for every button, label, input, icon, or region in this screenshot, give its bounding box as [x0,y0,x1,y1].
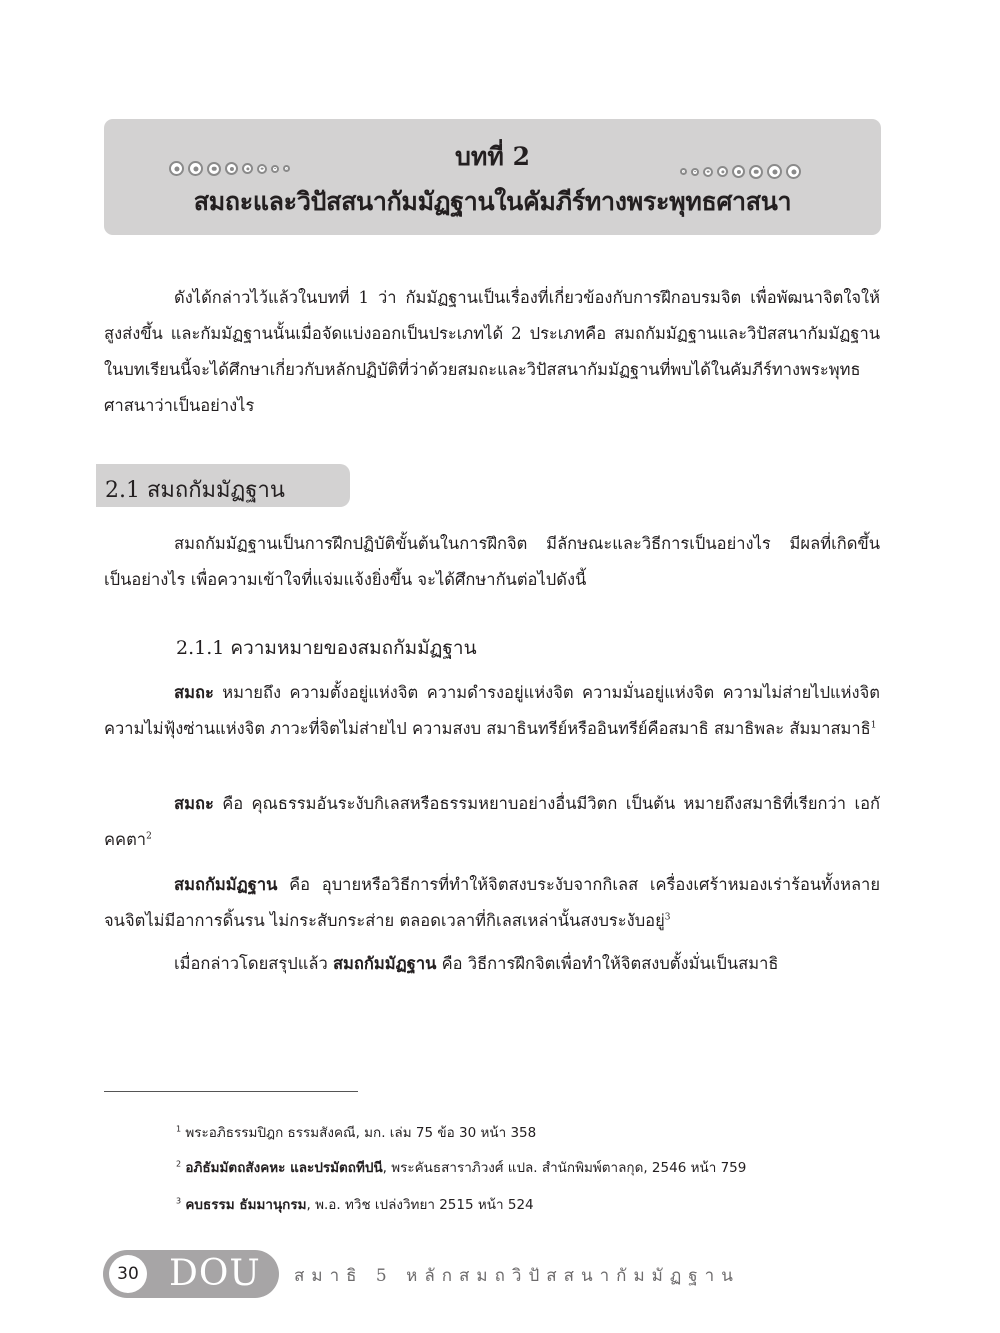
definition-paragraph [104,675,880,747]
footnote-ref: 1 [870,720,877,731]
definition-paragraph [104,867,880,939]
footer-badge [103,1250,279,1298]
definition-paragraph [104,786,880,858]
footnote-number: 1 [176,1124,182,1134]
definition-term: สมถะ [174,683,214,702]
intro-paragraph-text: ดังได้กล่าวไว้แล้วในบทที่ 1 ว่า กัมมัฏฐานเป็นเรื่องที่เกี่ยวข้องกับการฝึกอบรมจิต เพื่อพัฒนาจิตใจให้สูงส่งขึ้น และกัมมัฏฐานนั้นเมื่อจัดแบ่งออกเป็นประเภทได้ 2 ประเภทคือ สมถกัมมัฏฐานและวิปัสสนากัมมัฏฐาน ในบทเรียนนี้จะได้ศึกษาเกี่ยวกับหลักปฏิบัติที่ว่าด้วยสมถะและวิปัสสนากัมมัฏฐานที่พบได้ในคัมภีร์ทางพระพุทธศาสนาว่าเป็นอย่างไร [104,288,880,415]
definition-term: สมถกัมมัฏฐาน [174,875,278,894]
definition-text: คือ อุบายหรือวิธีการที่ทำให้จิตสงบระงับจากกิเลส เครื่องเศร้าหมองเร่าร้อนทั้งหลายจนจิตไม่มีอาการดิ้นรน ไม่กระสับกระส่าย ตลอดเวลาที่กิเลสเหล่านั้นสงบระงับอยู่ [104,875,880,930]
definition-term: สมถะ [174,794,214,813]
footnote [176,1193,534,1215]
section-heading: 2.1 สมถกัมมัฏฐาน [105,478,285,503]
footnote-divider [104,1091,358,1092]
footnote-number: 2 [176,1159,182,1169]
footnote-bold-title: อภิธัมมัตถสังคหะ และปรมัตถทีปนี [185,1160,383,1176]
definition-text: หมายถึง ความตั้งอยู่แห่งจิต ความดำรงอยู่แห่งจิต ความมั่นอยู่แห่งจิต ความไม่ส่ายไปแห่งจิต ความไม่ฟุ้งซ่านแห่งจิต ภาวะที่จิตไม่ส่ายไป ความสงบ สมาธินทรีย์หรืออินทรีย์คือสมาธิ สมาธิพละ สัมมาสมาธิ [104,683,880,738]
summary-term: สมถกัมมัฏฐาน [332,954,437,973]
subsection-heading: 2.1.1 ความหมายของสมถกัมมัฏฐาน [176,637,477,659]
section-intro-paragraph [104,526,880,598]
chapter-banner [104,119,881,235]
section-heading-tab [96,464,350,507]
footnote-text: , พระคันธสาราภิวงศ์ แปล. สำนักพิมพ์ตาลกุด, 2546 หน้า 759 [382,1160,747,1176]
definition-text: คือ คุณธรรมอันระงับกิเลสหรือธรรมหยาบอย่างอื่นมีวิตก เป็นต้น หมายถึงสมาธิที่เรียกว่า เอกัคคตา [104,794,880,849]
footnote-bold-title: คบธรรม ธัมมานุกรม [185,1197,307,1213]
section-intro-text: สมถกัมมัฏฐานเป็นการฝึกปฏิบัติขั้นต้นในการฝึกจิต มีลักษณะและวิธีการเป็นอย่างไร มีผลที่เกิดขึ้นเป็นอย่างไร เพื่อความเข้าใจที่แจ่มแจ้งยิ่งขึ้น จะได้ศึกษากันต่อไปดังนี้ [104,534,880,589]
footnote-number: 3 [176,1196,182,1206]
summary-text-after: คือ วิธีการฝึกจิตเพื่อทำให้จิตสงบตั้งมั่นเป็นสมาธิ [436,954,779,973]
footnote [176,1121,536,1143]
dou-logo: DOU [169,1253,261,1294]
chapter-title: สมถะและวิปัสสนากัมมัฏฐานในคัมภีร์ทางพระพุทธศาสนา [193,187,792,216]
footnote [176,1156,746,1178]
running-title: สมาธิ 5 หลักสมถวิปัสสนากัมมัฏฐาน [294,1266,740,1286]
page-number: 30 [109,1255,147,1293]
decorative-dots-right [680,164,801,179]
chapter-number: บทที่ 2 [455,142,530,171]
footnote-text: พระอภิธรรมปิฎก ธรรมสังคณี, มก. เล่ม 75 ข้อ 30 หน้า 358 [185,1125,537,1141]
footnote-text: , พ.อ. ทวิช เปล่งวิทยา 2515 หน้า 524 [306,1197,534,1213]
summary-paragraph [104,946,880,982]
footnote-ref: 2 [146,831,152,842]
footnote-ref: 3 [664,912,671,923]
intro-paragraph [104,280,880,424]
summary-text-before: เมื่อกล่าวโดยสรุปแล้ว [174,954,333,973]
